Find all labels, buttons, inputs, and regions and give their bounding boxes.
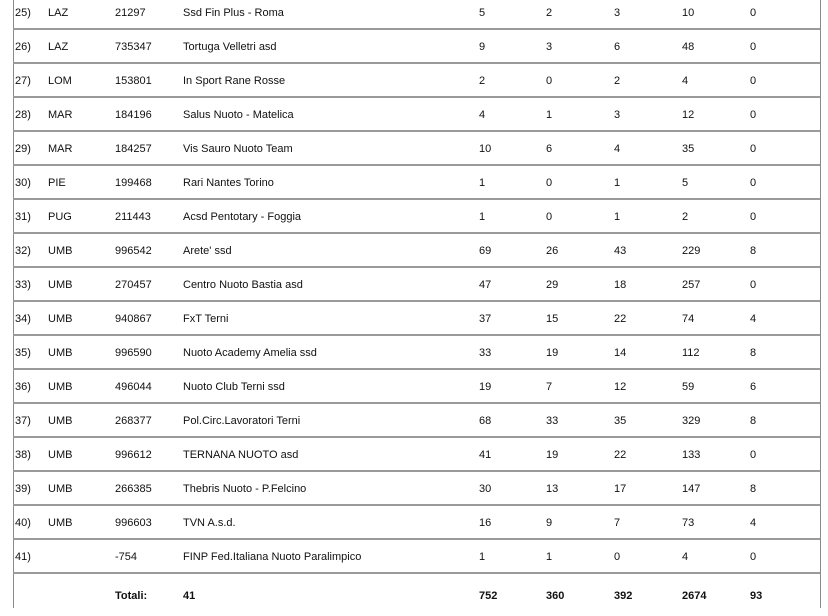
row-number: 40) xyxy=(15,517,31,529)
society-name-cell: FxT Terni xyxy=(183,313,229,325)
col-a-cell: 30 xyxy=(479,483,492,495)
col-a-cell: 16 xyxy=(479,517,492,529)
col-c-cell: 6 xyxy=(614,41,621,53)
society-name-cell: Nuoto Academy Amelia ssd xyxy=(183,347,317,359)
code-cell: 153801 xyxy=(115,75,152,87)
code-cell: 211443 xyxy=(115,211,151,223)
region-cell: UMB xyxy=(48,449,73,461)
col-c-cell: 1 xyxy=(614,211,621,223)
col-e-cell: 0 xyxy=(750,7,757,19)
code-cell: 268377 xyxy=(115,415,152,427)
table-row xyxy=(0,336,828,370)
region-cell: MAR xyxy=(48,109,73,121)
table-row xyxy=(0,0,828,30)
society-name-cell: Centro Nuoto Bastia asd xyxy=(183,279,303,291)
col-c-cell: 2 xyxy=(614,75,621,87)
region-cell: LOM xyxy=(48,75,72,87)
col-e-cell: 0 xyxy=(750,449,757,461)
code-cell: 266385 xyxy=(115,483,152,495)
col-c-cell: 3 xyxy=(614,109,621,121)
row-number: 30) xyxy=(15,177,31,189)
col-a-cell: 33 xyxy=(479,347,492,359)
totals-e: 93 xyxy=(750,590,763,602)
col-c-cell: 35 xyxy=(614,415,627,427)
col-e-cell: 0 xyxy=(750,109,757,121)
col-a-cell: 47 xyxy=(479,279,492,291)
col-a-cell: 68 xyxy=(479,415,492,427)
code-cell: 996612 xyxy=(115,449,152,461)
col-a-cell: 37 xyxy=(479,313,492,325)
col-c-cell: 43 xyxy=(614,245,627,257)
col-a-cell: 9 xyxy=(479,41,486,53)
table-row xyxy=(0,438,828,472)
region-cell: UMB xyxy=(48,245,73,257)
society-name-cell: In Sport Rane Rosse xyxy=(183,75,286,87)
code-cell: 184196 xyxy=(115,109,152,121)
table-row xyxy=(0,64,828,98)
col-b-cell: 2 xyxy=(546,7,553,19)
col-c-cell: 22 xyxy=(614,313,627,325)
col-d-cell: 12 xyxy=(682,109,695,121)
col-d-cell: 48 xyxy=(682,41,695,53)
col-d-cell: 133 xyxy=(682,449,701,461)
code-cell: 940867 xyxy=(115,313,152,325)
society-name-cell: Acsd Pentotary - Foggia xyxy=(183,211,302,223)
col-b-cell: 9 xyxy=(546,517,553,529)
col-e-cell: 0 xyxy=(750,75,757,87)
col-a-cell: 5 xyxy=(479,7,486,19)
col-b-cell: 13 xyxy=(546,483,559,495)
col-c-cell: 3 xyxy=(614,7,621,19)
row-number: 32) xyxy=(15,245,31,257)
code-cell: 996590 xyxy=(115,347,152,359)
col-a-cell: 4 xyxy=(479,109,486,121)
code-cell: 996542 xyxy=(115,245,152,257)
code-cell: 270457 xyxy=(115,279,152,291)
col-c-cell: 0 xyxy=(614,551,621,563)
col-e-cell: 8 xyxy=(750,245,757,257)
code-cell: 496044 xyxy=(115,381,152,393)
col-d-cell: 329 xyxy=(682,415,701,427)
col-a-cell: 69 xyxy=(479,245,492,257)
col-c-cell: 7 xyxy=(614,517,621,529)
col-d-cell: 2 xyxy=(682,211,689,223)
society-name-cell: Thebris Nuoto - P.Felcino xyxy=(183,483,307,495)
table-row xyxy=(0,506,828,540)
col-b-cell: 7 xyxy=(546,381,553,393)
table-row xyxy=(0,302,828,336)
society-name-cell: Rari Nantes Torino xyxy=(183,177,274,189)
col-b-cell: 15 xyxy=(546,313,559,325)
row-number: 35) xyxy=(15,347,31,359)
row-number: 25) xyxy=(15,7,31,19)
col-e-cell: 0 xyxy=(750,551,757,563)
col-e-cell: 0 xyxy=(750,41,757,53)
col-d-cell: 4 xyxy=(682,551,689,563)
totals-row xyxy=(0,574,828,616)
col-d-cell: 112 xyxy=(682,347,700,359)
region-cell: PUG xyxy=(48,211,72,223)
col-a-cell: 2 xyxy=(479,75,486,87)
col-b-cell: 0 xyxy=(546,177,553,189)
region-cell: UMB xyxy=(48,517,73,529)
col-e-cell: 4 xyxy=(750,313,757,325)
table-row xyxy=(0,98,828,132)
totals-b: 360 xyxy=(546,590,565,602)
col-a-cell: 19 xyxy=(479,381,492,393)
society-name-cell: TERNANA NUOTO asd xyxy=(183,449,299,461)
row-number: 28) xyxy=(15,109,31,121)
col-d-cell: 5 xyxy=(682,177,689,189)
table-row xyxy=(0,472,828,506)
row-number: 41) xyxy=(15,551,31,563)
region-cell: UMB xyxy=(48,483,73,495)
code-cell: 21297 xyxy=(115,7,146,19)
code-cell: 184257 xyxy=(115,143,152,155)
col-a-cell: 41 xyxy=(479,449,492,461)
col-c-cell: 14 xyxy=(614,347,627,359)
society-name-cell: Nuoto Club Terni ssd xyxy=(183,381,285,393)
code-cell: 199468 xyxy=(115,177,152,189)
totals-d: 2674 xyxy=(682,590,707,602)
col-d-cell: 257 xyxy=(682,279,701,291)
table-row xyxy=(0,200,828,234)
table-row xyxy=(0,540,828,574)
col-d-cell: 35 xyxy=(682,143,695,155)
col-c-cell: 17 xyxy=(614,483,627,495)
totals-a: 752 xyxy=(479,590,498,602)
col-e-cell: 8 xyxy=(750,483,757,495)
region-cell: LAZ xyxy=(48,7,69,19)
col-e-cell: 6 xyxy=(750,381,757,393)
col-d-cell: 4 xyxy=(682,75,689,87)
col-b-cell: 3 xyxy=(546,41,553,53)
col-d-cell: 73 xyxy=(682,517,695,529)
col-a-cell: 1 xyxy=(479,211,486,223)
table-row xyxy=(0,234,828,268)
col-e-cell: 0 xyxy=(750,177,757,189)
col-d-cell: 74 xyxy=(682,313,695,325)
col-b-cell: 19 xyxy=(546,449,559,461)
table-row xyxy=(0,370,828,404)
society-name-cell: FINP Fed.Italiana Nuoto Paralimpico xyxy=(183,551,362,563)
row-number: 33) xyxy=(15,279,31,291)
region-cell: UMB xyxy=(48,279,73,291)
region-cell: UMB xyxy=(48,347,73,359)
col-d-cell: 59 xyxy=(682,381,695,393)
society-name-cell: Pol.Circ.Lavoratori Terni xyxy=(183,415,301,427)
col-c-cell: 1 xyxy=(614,177,621,189)
society-name-cell: Arete' ssd xyxy=(183,245,232,257)
table-row xyxy=(0,268,828,302)
col-b-cell: 19 xyxy=(546,347,559,359)
col-a-cell: 1 xyxy=(479,177,486,189)
table-row xyxy=(0,132,828,166)
code-cell: 996603 xyxy=(115,517,152,529)
society-name-cell: Ssd Fin Plus - Roma xyxy=(183,7,284,19)
col-e-cell: 8 xyxy=(750,415,757,427)
region-cell: UMB xyxy=(48,381,73,393)
col-c-cell: 12 xyxy=(614,381,627,393)
society-name-cell: Tortuga Velletri asd xyxy=(183,41,277,53)
row-number: 34) xyxy=(15,313,31,325)
col-b-cell: 1 xyxy=(546,551,553,563)
region-cell: UMB xyxy=(48,415,73,427)
col-c-cell: 4 xyxy=(614,143,621,155)
society-name-cell: TVN A.s.d. xyxy=(183,517,236,529)
region-cell: MAR xyxy=(48,143,73,155)
col-c-cell: 22 xyxy=(614,449,627,461)
region-cell: LAZ xyxy=(48,41,69,53)
totals-c: 392 xyxy=(614,590,633,602)
row-number: 31) xyxy=(15,211,31,223)
society-name-cell: Salus Nuoto - Matelica xyxy=(183,109,294,121)
society-name-cell: Vis Sauro Nuoto Team xyxy=(183,143,293,155)
col-c-cell: 18 xyxy=(614,279,627,291)
totals-label: Totali: xyxy=(115,590,148,602)
col-b-cell: 29 xyxy=(546,279,559,291)
col-e-cell: 0 xyxy=(750,211,757,223)
col-b-cell: 26 xyxy=(546,245,559,257)
col-d-cell: 147 xyxy=(682,483,701,495)
col-a-cell: 1 xyxy=(479,551,486,563)
table-row xyxy=(0,166,828,200)
col-e-cell: 0 xyxy=(750,279,757,291)
col-e-cell: 8 xyxy=(750,347,757,359)
row-number: 27) xyxy=(15,75,31,87)
row-number: 26) xyxy=(15,41,31,53)
table-row xyxy=(0,30,828,64)
col-b-cell: 33 xyxy=(546,415,559,427)
col-e-cell: 4 xyxy=(750,517,757,529)
col-d-cell: 229 xyxy=(682,245,701,257)
row-number: 37) xyxy=(15,415,31,427)
region-cell: PIE xyxy=(48,177,66,189)
code-cell: -754 xyxy=(115,551,138,563)
col-b-cell: 6 xyxy=(546,143,553,155)
table-row xyxy=(0,404,828,438)
col-d-cell: 10 xyxy=(682,7,695,19)
col-e-cell: 0 xyxy=(750,143,757,155)
col-b-cell: 0 xyxy=(546,211,553,223)
code-cell: 735347 xyxy=(115,41,152,53)
col-b-cell: 1 xyxy=(546,109,553,121)
row-number: 36) xyxy=(15,381,31,393)
row-number: 39) xyxy=(15,483,31,495)
col-a-cell: 10 xyxy=(479,143,492,155)
region-cell: UMB xyxy=(48,313,73,325)
row-number: 29) xyxy=(15,143,31,155)
totals-count: 41 xyxy=(183,590,196,602)
row-number: 38) xyxy=(15,449,31,461)
col-b-cell: 0 xyxy=(546,75,553,87)
